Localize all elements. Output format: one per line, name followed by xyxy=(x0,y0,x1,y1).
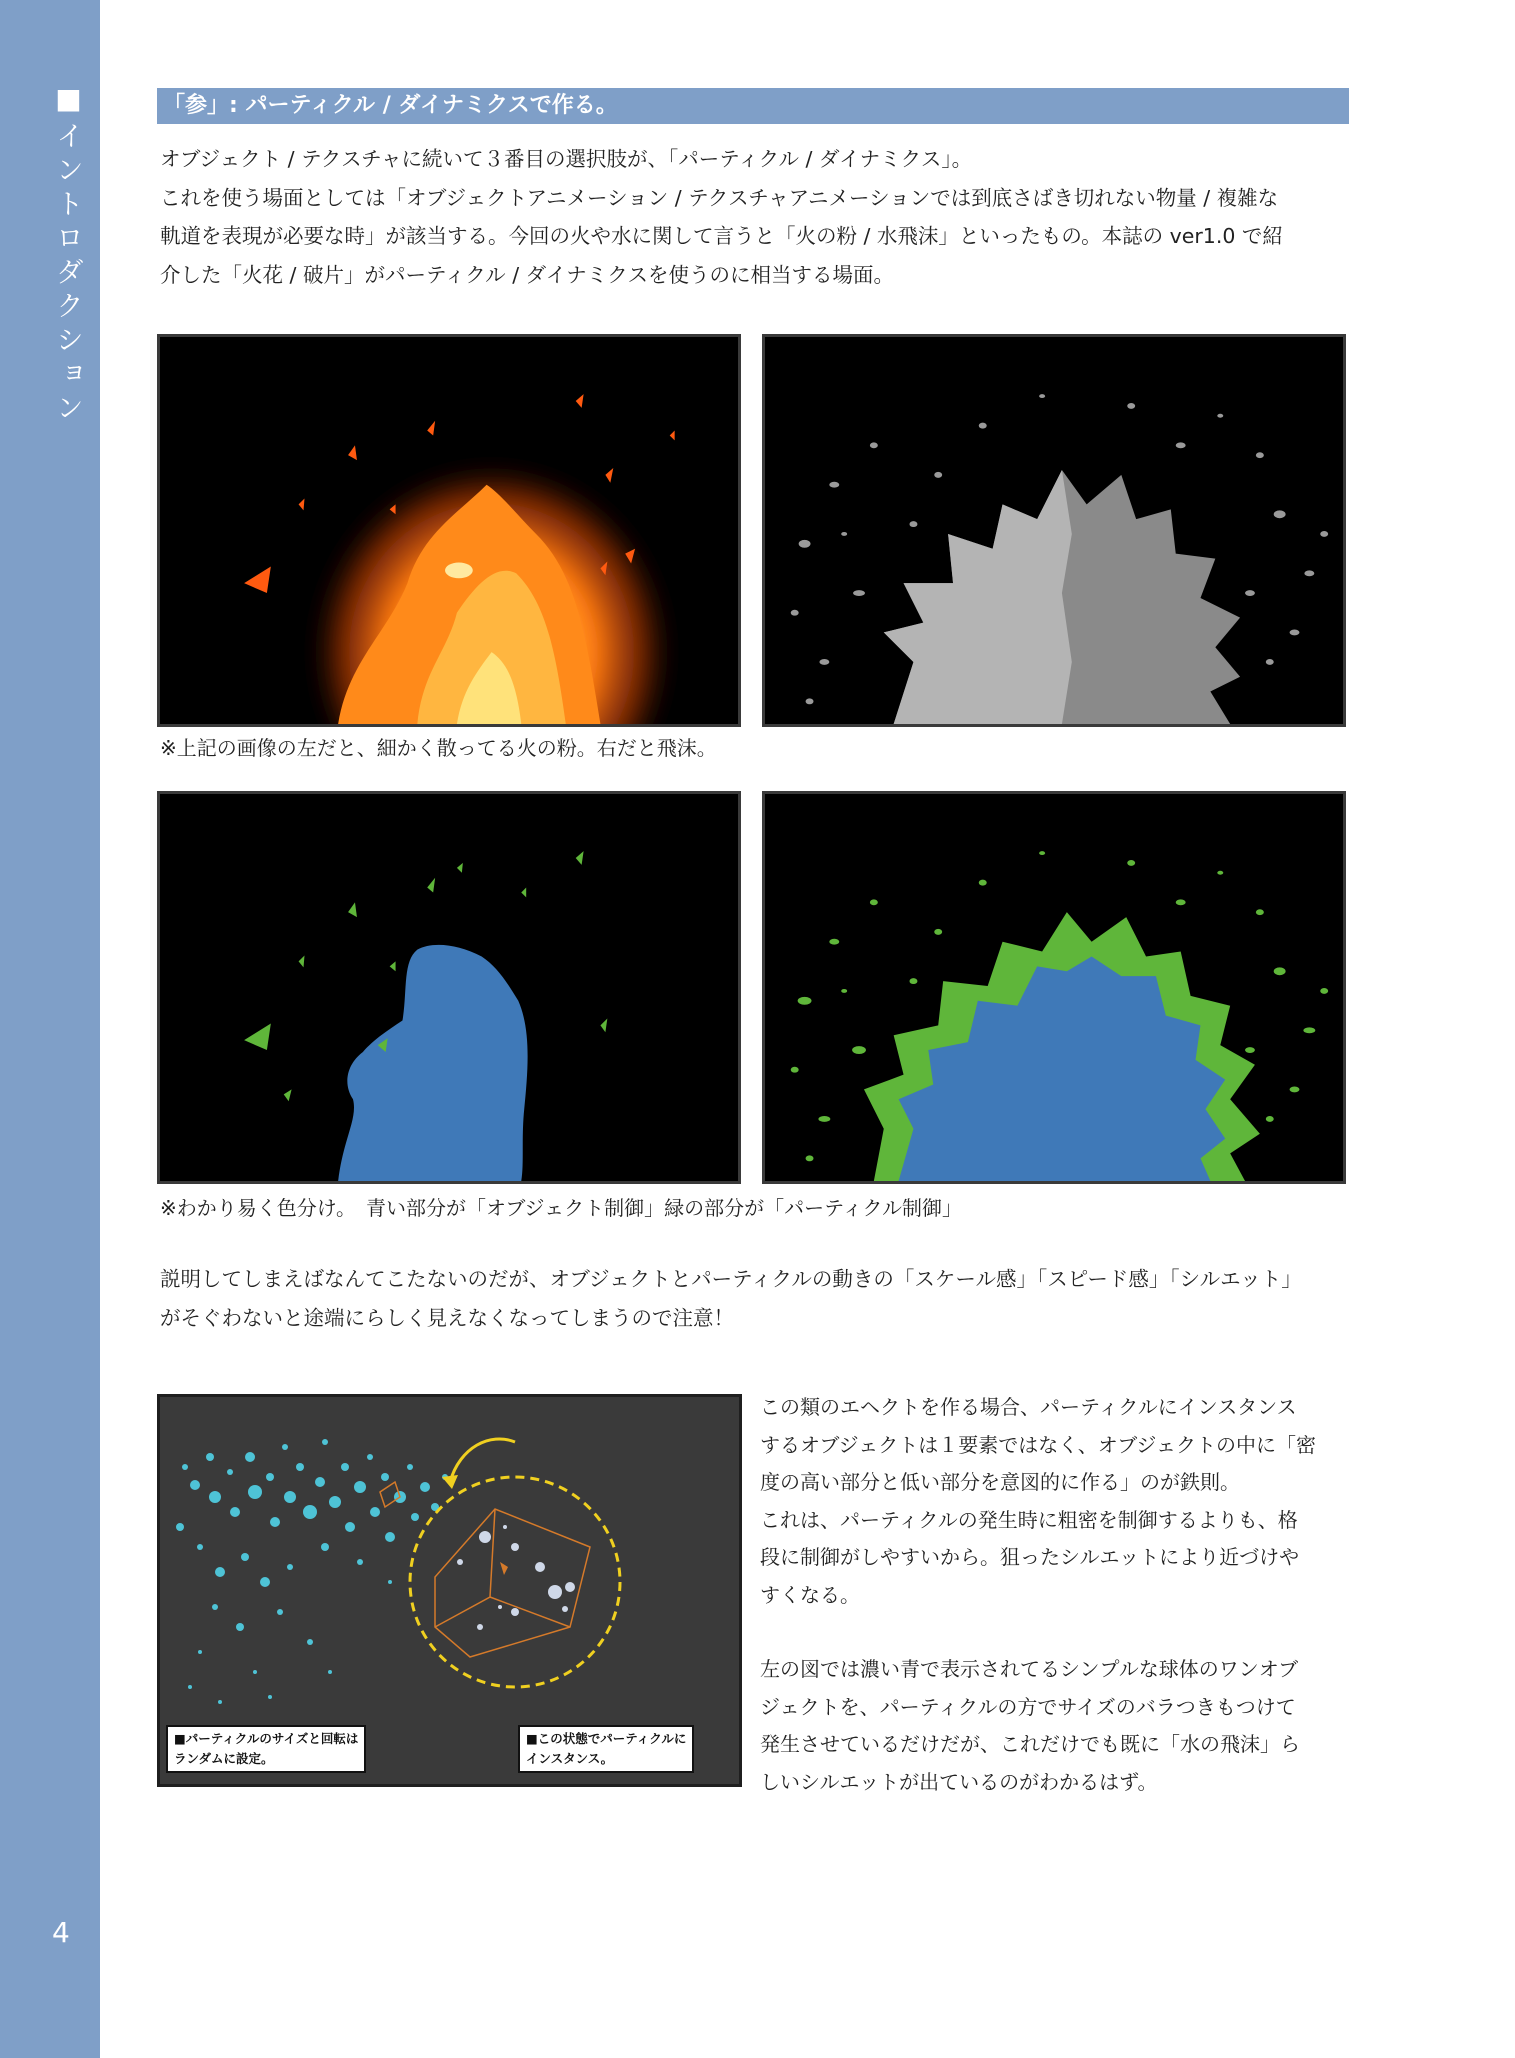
sidebar xyxy=(0,0,100,2058)
explanation-paragraphs xyxy=(760,1389,1360,1801)
water-splash-image xyxy=(762,334,1346,727)
explanation-line: この類のエヘクトを作る場合、パーティクルにインスタンス xyxy=(760,1395,1297,1419)
callout-line: インスタンス。 xyxy=(526,1751,614,1766)
note-line: 説明してしまえばなんてこたないのだが、オブジェクトとパーティクルの動きの「スケール感」「スピード感」「シルエット」 xyxy=(160,1267,1302,1291)
explanation-line: しいシルエットが出ているのがわかるはず。 xyxy=(760,1769,1158,1794)
explanation-line: 段に制御がしやすいから。狙ったシルエットにより近づけや xyxy=(760,1545,1300,1569)
color-coded-fire-image xyxy=(157,791,741,1184)
callout-instance xyxy=(518,1725,694,1773)
explanation-line: すくなる。 xyxy=(760,1582,860,1607)
intro-paragraph xyxy=(160,140,1355,294)
explanation-line: ジェクトを、パーティクルの方でサイズのバラつきもつけて xyxy=(760,1694,1296,1719)
intro-line: 介した「火花 / 破片」がパーティクル / ダイナミクスを使うのに相当する場面。 xyxy=(160,262,895,287)
color-coded-splash-image xyxy=(762,791,1346,1184)
note-line: がそぐわないと途端にらしく見えなくなってしまうので注意！ xyxy=(160,1305,734,1330)
intro-line: 軌道を表現が必要な時」が該当する。今回の火や水に関して言うと「火の粉 / 水飛沫」といったもの。本誌の ver1.0 で紹 xyxy=(160,224,1283,248)
explanation-line: これは、パーティクルの発生時に粗密を制御するよりも、格 xyxy=(760,1507,1298,1532)
callout-random-settings xyxy=(166,1725,366,1773)
note-paragraph xyxy=(160,1260,1355,1337)
callout-line: ■パーティクルのサイズと回転は xyxy=(174,1731,359,1746)
callout-line: ■この状態でパーティクルに xyxy=(526,1731,687,1746)
figure-caption-1: ※上記の画像の左だと、細かく散ってる火の粉。右だと飛沫。 xyxy=(160,736,717,760)
explanation-line: 左の図では濃い青で表示されてるシンプルな球体のワンオブ xyxy=(760,1657,1299,1681)
callout-line: ランダムに設定。 xyxy=(174,1751,274,1766)
intro-line: これを使う場面としては「オブジェクトアニメーション / テクスチャアニメーションでは到底さばき切れない物量 / 複雑な xyxy=(160,185,1279,210)
figure-caption-2: ※わかり易く色分け。 青い部分が「オブジェクト制御」緑の部分が「パーティクル制御」 xyxy=(160,1196,962,1220)
sidebar-label: ■イントロダクション xyxy=(52,82,85,427)
explanation-line: 度の高い部分と低い部分を意図的に作る」のが鉄則。 xyxy=(760,1470,1240,1494)
section-header: 「参」: パーティクル / ダイナミクスで作る。 xyxy=(157,88,1349,124)
page-number: 4 xyxy=(52,1916,70,1949)
fire-sparks-image xyxy=(157,334,741,727)
particle-instance-diagram xyxy=(157,1394,742,1787)
explanation-line: 発生させているだけだが、これだけでも既に「水の飛沫」ら xyxy=(760,1732,1300,1756)
paragraph-gap xyxy=(760,1614,1360,1651)
intro-line: オブジェクト / テクスチャに続いて３番目の選択肢が、「パーティクル / ダイナミクス」。 xyxy=(160,147,973,171)
explanation-line: するオブジェクトは１要素ではなく、オブジェクトの中に「密 xyxy=(760,1432,1316,1457)
